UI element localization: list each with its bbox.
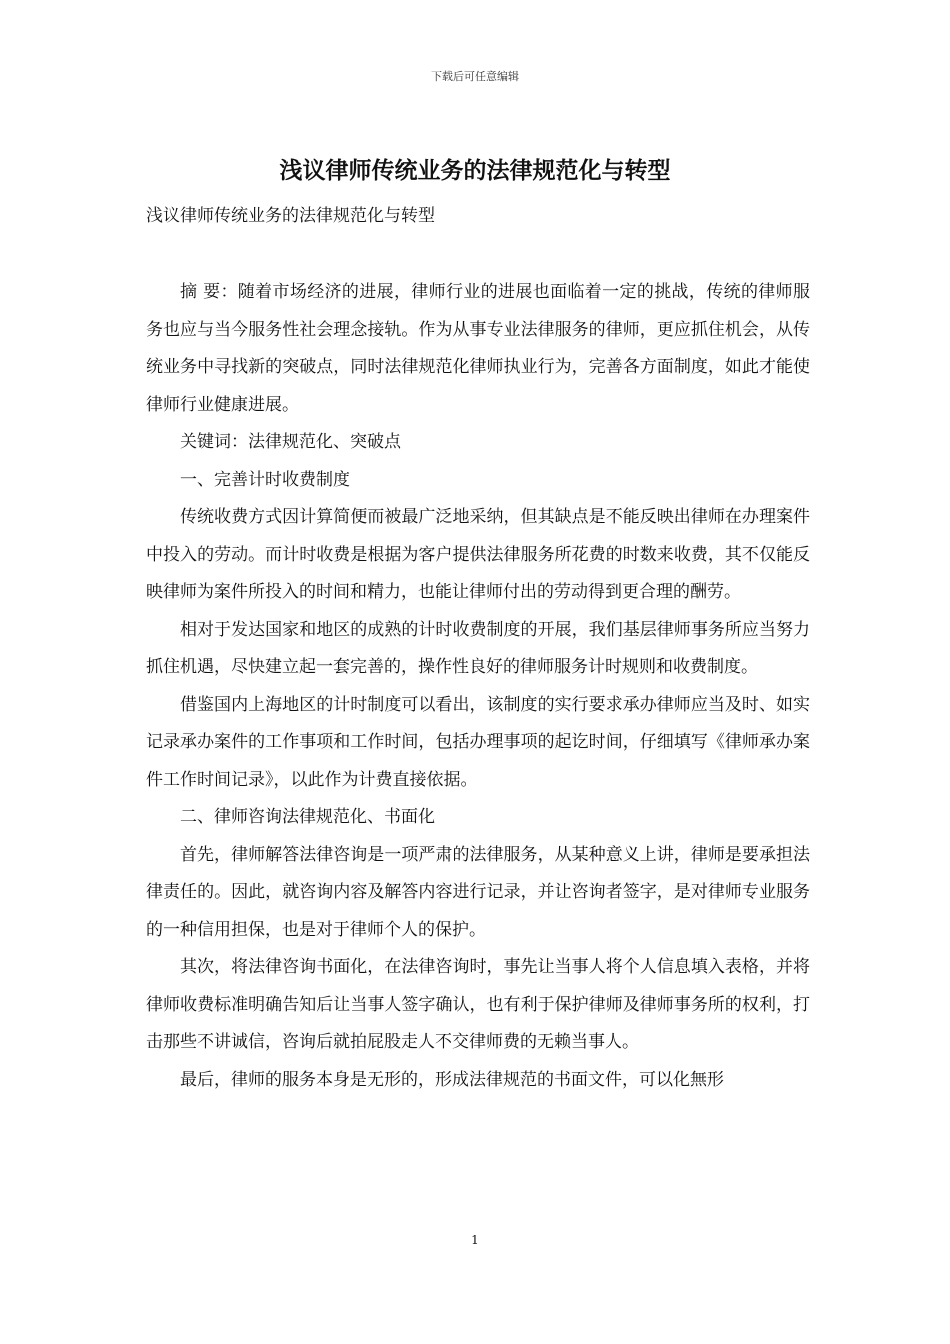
document-subtitle: 浅议律师传统业务的法律规范化与转型 xyxy=(146,206,435,226)
section-heading-1: 一、完善计时收费制度 xyxy=(180,469,350,490)
body-paragraph: 首先，律师解答法律咨询是一项严肃的法律服务，从某种意义上讲，律师是要承担法律责任的。因此，就咨询内容及解答内容进行记录，并让咨询者签字，是对律师专业服务的一种信用担保，也是对于律师个人的保护。 xyxy=(146,844,810,940)
document-title: 浅议律师传统业务的法律规范化与转型 xyxy=(279,158,671,184)
page-number: 1 xyxy=(471,1233,479,1247)
body-paragraph: 相对于发达国家和地区的成熟的计时收费制度的开展，我们基层律师事务所应当努力抓住机遇，尽快建立起一套完善的，操作性良好的律师服务计时规则和收费制度。 xyxy=(146,619,810,677)
section-heading-2: 二、律师咨询法律规范化、书面化 xyxy=(180,807,435,827)
keywords-paragraph: 关键词：法律规范化、突破点 xyxy=(180,432,401,452)
body-paragraph: 借鉴国内上海地区的计时制度可以看出，该制度的实行要求承办律师应当及时、如实记录承办案件的工作事项和工作时间，包括办理事项的起讫时间，仔细填写《律师承办案件工作时间记录》，以此作为计费直接依据。 xyxy=(146,694,810,790)
body-paragraph: 其次，将法律咨询书面化，在法律咨询时，事先让当事人将个人信息填入表格，并将律师收费标准明确告知后让当事人签字确认，也有利于保护律师及律师事务所的权利，打击那些不讲诚信，咨询后就拍屁股走人不交律师费的无赖当事人。 xyxy=(146,957,810,1052)
abstract-paragraph: 摘 要：随着市场经济的进展，律师行业的进展也面临着一定的挑战，传统的律师服务也应与当今服务性社会理念接轨。作为从事专业法律服务的律师，更应抓住机会，从传统业务中寻找新的突破点，同时法律规范化律师执业行为，完善各方面制度，如此才能使律师行业健康进展。 xyxy=(146,282,810,415)
body-paragraph: 传统收费方式因计算简便而被最广泛地采纳，但其缺点是不能反映出律师在办理案件中投入的劳动。而计时收费是根据为客户提供法律服务所花费的时数来收费，其不仅能反映律师为案件所投入的时间和精力，也能让律师付出的劳动得到更合理的酬劳。 xyxy=(146,507,810,602)
page-header-note: 下载后可任意编辑 xyxy=(431,70,519,83)
body-paragraph: 最后，律师的服务本身是无形的，形成法律规范的书面文件，可以化無形 xyxy=(180,1069,724,1090)
document-body xyxy=(146,274,810,1099)
